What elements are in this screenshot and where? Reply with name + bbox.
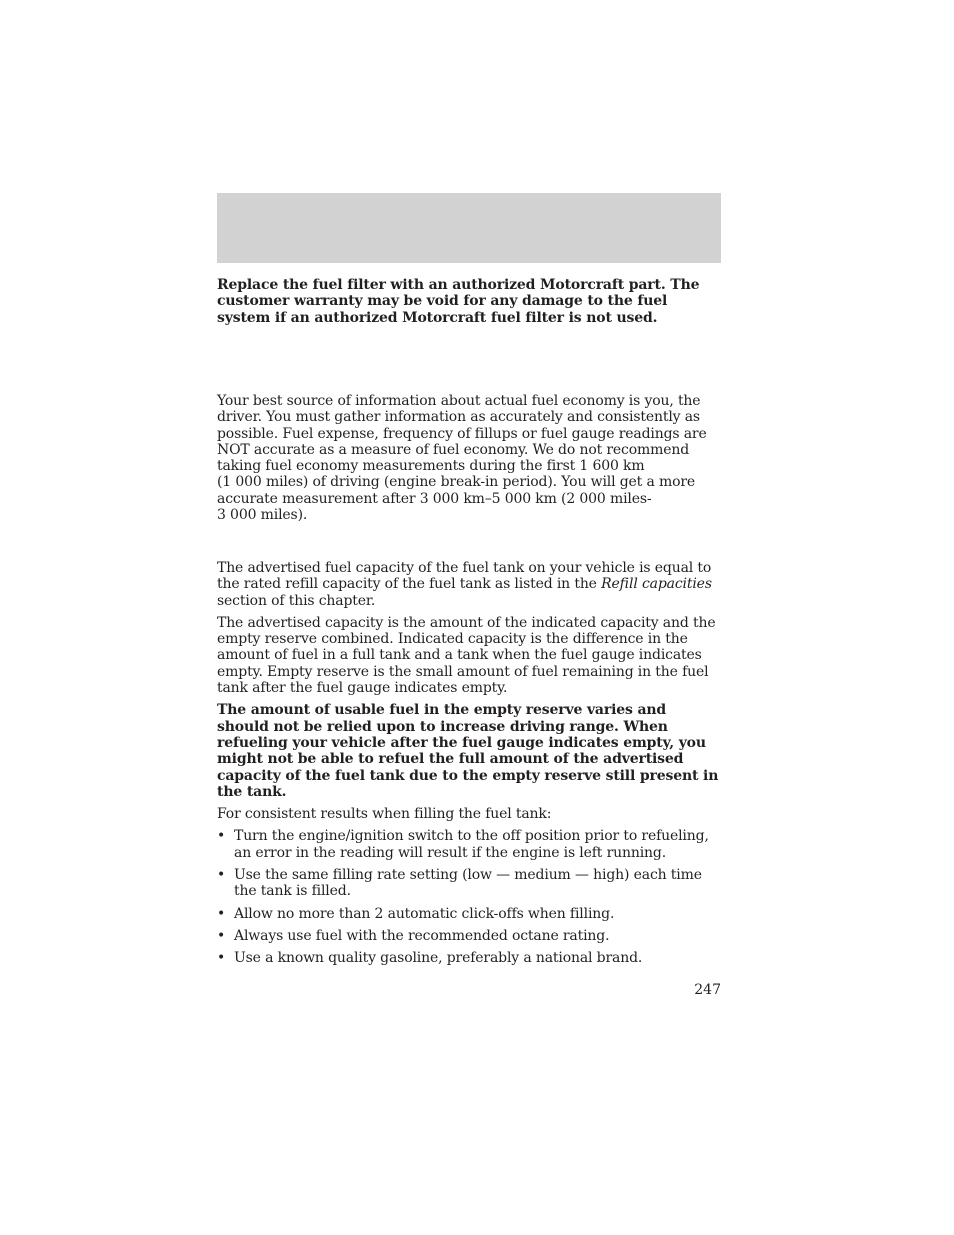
fuel-economy-paragraph [217, 393, 721, 523]
capacity-paragraph [217, 560, 721, 609]
page-number: 247 [694, 982, 721, 998]
reserve-paragraph: The advertised capacity is the amount of the indicated capacity and the empty reserve combined. Indicated capacity is the difference in the amount of fuel in a full tank and a tank when the fuel gauge indicates empty. Empty reserve is the small amount of fuel remaining in the fuel tank after the fuel gauge indicates empty. [217, 614, 716, 697]
capacity-text-end: section of this chapter. [217, 592, 376, 609]
list-item: • Use the same filling rate setting (low — medium — high) each time the tank is filled. [217, 867, 721, 900]
text-line: accurate measurement after 3 000 km–5 000 km (2 000 miles- [217, 490, 652, 507]
text-line: taking fuel economy measurements during the first 1 600 km [217, 458, 645, 475]
header-band [217, 193, 721, 263]
list-item: • Allow no more than 2 automatic click-offs when filling. [217, 906, 721, 922]
text-line: NOT accurate as a measure of fuel economy. We do not recommend [217, 441, 690, 458]
fuel-capacity-section [217, 560, 721, 973]
text-line: driver. You must gather information as accurately and consistently as [217, 409, 700, 426]
list-item: • Always use fuel with the recommended octane rating. [217, 928, 721, 944]
empty-reserve-warning: The amount of usable fuel in the empty reserve varies and should not be relied upon to increase driving range. When refueling your vehicle after the fuel gauge indicates empty, you might not be able to refuel the full amount of the advertised capacity of the fuel tank due to the empty reserve still present in the tank. [217, 702, 719, 800]
text-line: 3 000 miles). [217, 507, 308, 524]
list-item: • Use a known quality gasoline, preferably a national brand. [217, 950, 721, 966]
consistent-results-intro: For consistent results when filling the fuel tank: [217, 806, 552, 823]
text-line: (1 000 miles) of driving (engine break-in period). You will get a more [217, 474, 696, 491]
list-item: • Turn the engine/ignition switch to the off position prior to refueling, an error in the reading will result if the engine is left running. [217, 828, 721, 861]
refill-capacities-reference: Refill capacities [601, 576, 712, 593]
text-line: possible. Fuel expense, frequency of fillups or fuel gauge readings are [217, 425, 707, 442]
fill-tips-list [217, 828, 721, 966]
fuel-filter-warning: Replace the fuel filter with an authorized Motorcraft part. The customer warranty may be void for any damage to the fuel system if an authorized Motorcraft fuel filter is not used. [217, 277, 700, 326]
text-line: Your best source of information about actual fuel economy is you, the [217, 393, 701, 409]
capacity-text-start: The advertised fuel capacity of the fuel tank on your vehicle is equal to the rated refill capacity of the fuel tank as listed in the [217, 560, 712, 593]
